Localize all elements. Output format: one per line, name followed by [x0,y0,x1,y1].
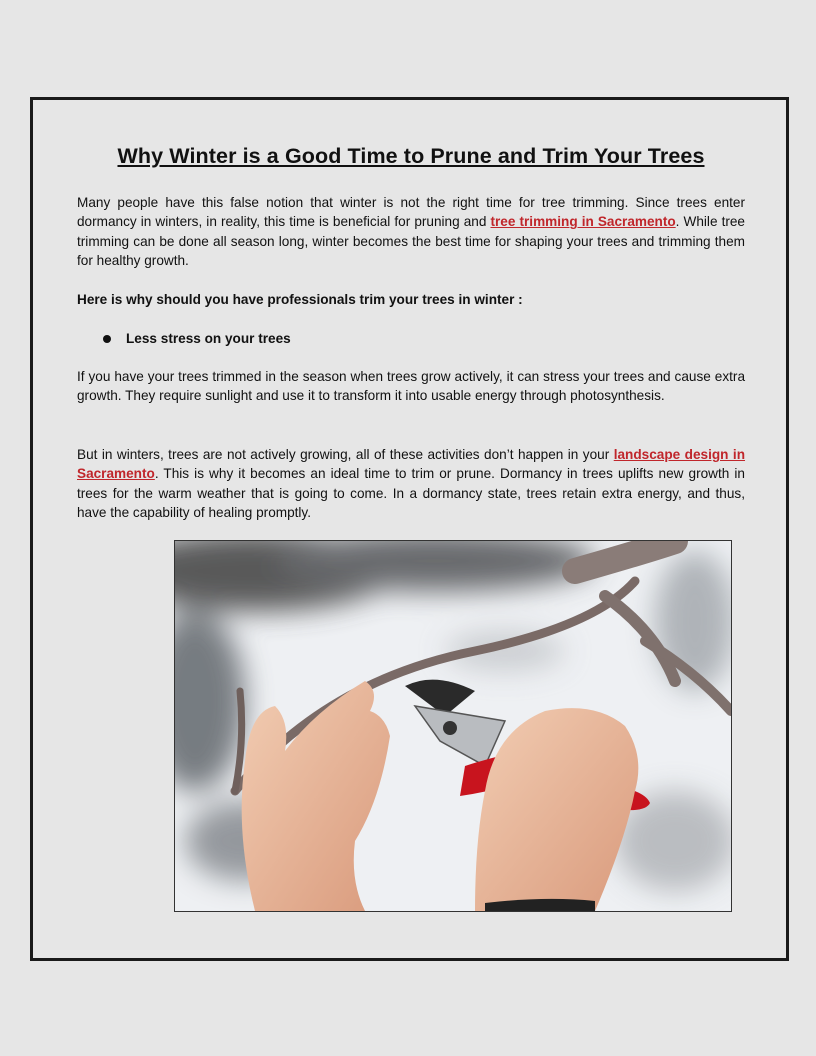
dormancy-paragraph [77,445,745,523]
dormancy-text-start: But in winters, trees are not actively growing, all of these activities don’t happen in your [77,447,614,462]
intro-text-end: . While tree trimming can be done all season long, winter becomes the best time for shaping your trees and trimming them for healthy growth. [77,214,745,269]
tree-trimming-link[interactable]: tree trimming in Sacramento [490,214,676,230]
landscape-design-link[interactable]: landscape design in Sacramento [77,447,746,482]
section-subheading: Here is why should you have professionals trim your trees in winter : [77,292,523,307]
intro-paragraph [77,193,745,271]
stress-paragraph: If you have your trees trimmed in the season when trees grow actively, it can stress your trees and cause extra growth. They require sunlight and use it to transform it into usable energy through photosynthesis. [77,369,745,404]
document-title: Why Winter is a Good Time to Prune and Trim Your Trees [117,144,705,168]
bullet-dot-icon [103,335,111,343]
dormancy-text-end: . This is why it becomes an ideal time to trim or prune. Dormancy in trees uplifts new growth in trees for the warm weather that is going to come. In a dormancy state, trees retain extra energy, and thus, have the capability of healing promptly. [77,466,745,521]
bullet-label: Less stress on your trees [126,331,291,346]
intro-text-start: Many people have this false notion that winter is not the right time for tree trimming. Since trees enter dormancy in winters, in reality, this time is beneficial for pruning and [77,195,745,230]
pruning-illustration [175,541,731,911]
pruning-photo [174,540,732,912]
page-frame [30,97,789,961]
bullet-item [103,329,703,348]
